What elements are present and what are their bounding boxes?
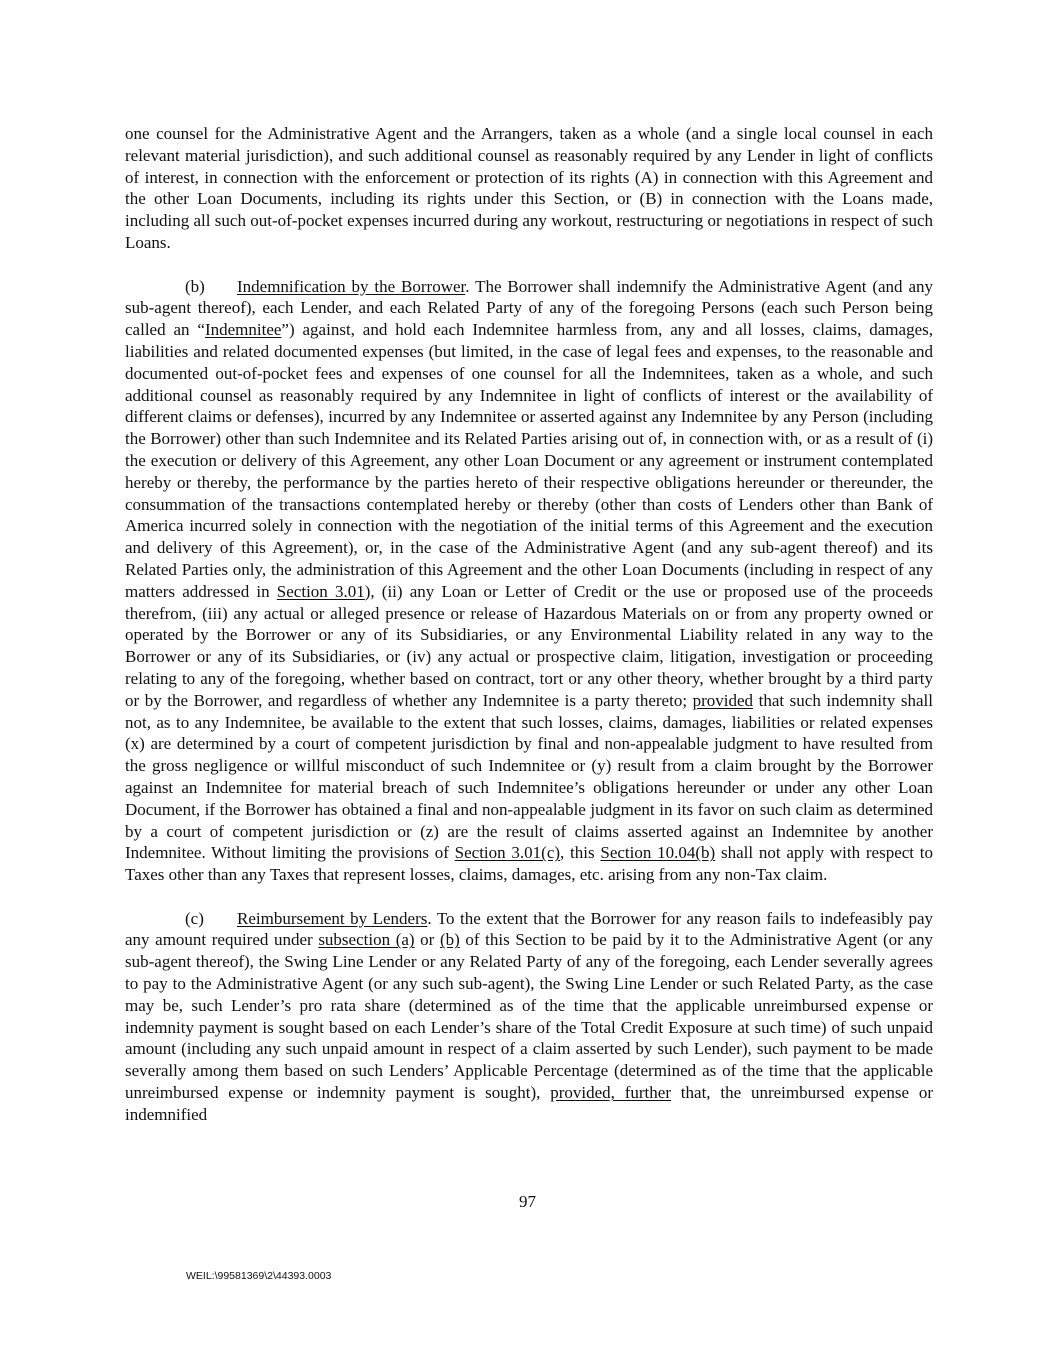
paragraph-b-text-1: . The Borrower shall indemnify the Administrative Agent (and any sub-agent thereof), each Lender, and each Related Party of any of the foregoing Persons (each such Person being called an “ xyxy=(125,276,933,340)
section-heading-reimbursement: Reimbursement by Lenders xyxy=(237,908,428,928)
cross-reference-section-10-04-b: Section 10.04(b) xyxy=(600,843,716,863)
document-page xyxy=(125,123,933,1147)
paragraph-marker-c: (c) xyxy=(185,908,204,928)
cross-reference-section-3-01: Section 3.01 xyxy=(276,581,365,601)
paragraph-marker-b: (b) xyxy=(185,276,205,296)
term-provided: provided xyxy=(692,690,754,710)
defined-term-indemnitee: Indemnitee xyxy=(204,320,282,340)
paragraph-c-text-3: of this Section to be paid by it to the Administrative Agent (or any sub-agent thereof), the Swing Line Lender or any Related Party of any of the foregoing, each Lender severally agrees to pay to the Administrative Agent (or any such sub-agent), the Swing Line Lender or such Related Party, as the case may be, such Lender’s pro rata share (determined as of the time that the applicable unreimbursed expense or indemnity payment is sought based on each Lender’s share of the Total Credit Exposure at such time) of such unpaid amount (including any such unpaid amount in respect of a claim asserted by such Lender), such payment to be made severally among them based on such Lenders’ Applicable Percentage (determined as of the time that the applicable unreimbursed expense or indemnity payment is sought), xyxy=(125,930,933,1103)
paragraph-b-indemnification xyxy=(125,276,933,886)
paragraph-b-text-4: that such indemnity shall not, as to any Indemnitee, be available to the extent that such losses, claims, damages, liabilities or related expenses (x) are determined by a court of competent jurisdiction by final and non-appealable judgment to have resulted from the gross negligence or willful misconduct of such Indemnitee or (y) result from a claim brought by the Borrower against an Indemnitee for material breach of such Indemnitee’s obligations hereunder or under any other Loan Document, if the Borrower has obtained a final and non-appealable judgment in its favor on such claim as determined by a court of competent jurisdiction or (z) are the result of claims asserted against an Indemnitee by another Indemnitee. Without limiting the provisions of xyxy=(125,690,934,863)
intro-text: one counsel for the Administrative Agent and the Arrangers, taken as a whole (and a single local counsel in each relevant material jurisdiction), and such additional counsel as reasonably required by any Lender in light of conflicts of interest, in connection with the enforcement or protection of its rights (A) in connection with this Agreement and the other Loan Documents, including its rights under this Section, or (B) in connection with the Loans made, including all such out-of-pocket expenses incurred during any workout, restructuring or negotiations in respect of such Loans. xyxy=(125,124,933,252)
term-provided-further: provided, further xyxy=(550,1083,671,1103)
cross-reference-subsection-a: subsection (a) xyxy=(318,930,415,950)
paragraph-b-text-6: shall not apply with respect to Taxes other than any Taxes that represent losses, claims, damages, etc. arising from any non-Tax claim. xyxy=(125,843,933,885)
paragraph-c-text-1: . To the extent that the Borrower for any reason fails to indefeasibly pay any amount required under xyxy=(125,908,933,950)
paragraph-b-text-3: ), (ii) any Loan or Letter of Credit or the use or proposed use of the proceeds therefrom, (iii) any actual or alleged presence or release of Hazardous Materials on or from any property owned or operated by the Borrower or any of its Subsidiaries, or any Environmental Liability related in any way to the Borrower or any of its Subsidiaries, or (iv) any actual or prospective claim, litigation, investigation or proceeding relating to any of the foregoing, whether based on contract, tort or any other theory, whether brought by a third party or by the Borrower, and regardless of whether any Indemnitee is a party thereto; xyxy=(125,581,933,710)
paragraph-c-reimbursement xyxy=(125,908,933,1126)
paragraph-c-text-4: that, the unreimbursed expense or indemnified xyxy=(125,1083,933,1124)
paragraph-c-text-2: or xyxy=(414,930,440,950)
paragraph-b-text-2: ”) against, and hold each Indemnitee harmless from, any and all losses, claims, damages, liabilities and related documented expenses (but limited, in the case of legal fees and expenses, to the reasonable and documented out-of-pocket fees and expenses of one counsel for all the Indemnitees, taken as a whole, and such additional counsel as reasonably required by any Indemnitee in light of conflicts of interest or the availability of different claims or defenses), incurred by any Indemnitee or asserted against any Indemnitee by any Person (including the Borrower) other than such Indemnitee and its Related Parties arising out of, in connection with, or as a result of (i) the execution or delivery of this Agreement, any other Loan Document or any agreement or instrument contemplated hereby or thereby, the performance by the parties hereto of their respective obligations hereunder or thereunder, the consummation of the transactions contemplated hereby or thereby (other than costs of Lenders other than Bank of America incurred solely in connection with the negotiation of the initial terms of this Agreement and the execution and delivery of this Agreement), or, in the case of the Administrative Agent (and any sub-agent thereof) and its Related Parties only, the administration of this Agreement and the other Loan Documents (including in respect of any matters addressed in xyxy=(125,320,933,601)
page-number: 97 xyxy=(519,1192,536,1211)
paragraph-b-text-5: , this xyxy=(560,843,601,863)
cross-reference-section-3-01-c: Section 3.01(c) xyxy=(454,843,561,863)
paragraph-intro xyxy=(125,123,933,254)
footer-document-reference: WEIL:\99581369\2\44393.0003 xyxy=(186,1270,332,1282)
cross-reference-subsection-b: (b) xyxy=(439,930,460,950)
section-heading-indemnification: Indemnification by the Borrower xyxy=(237,276,466,296)
